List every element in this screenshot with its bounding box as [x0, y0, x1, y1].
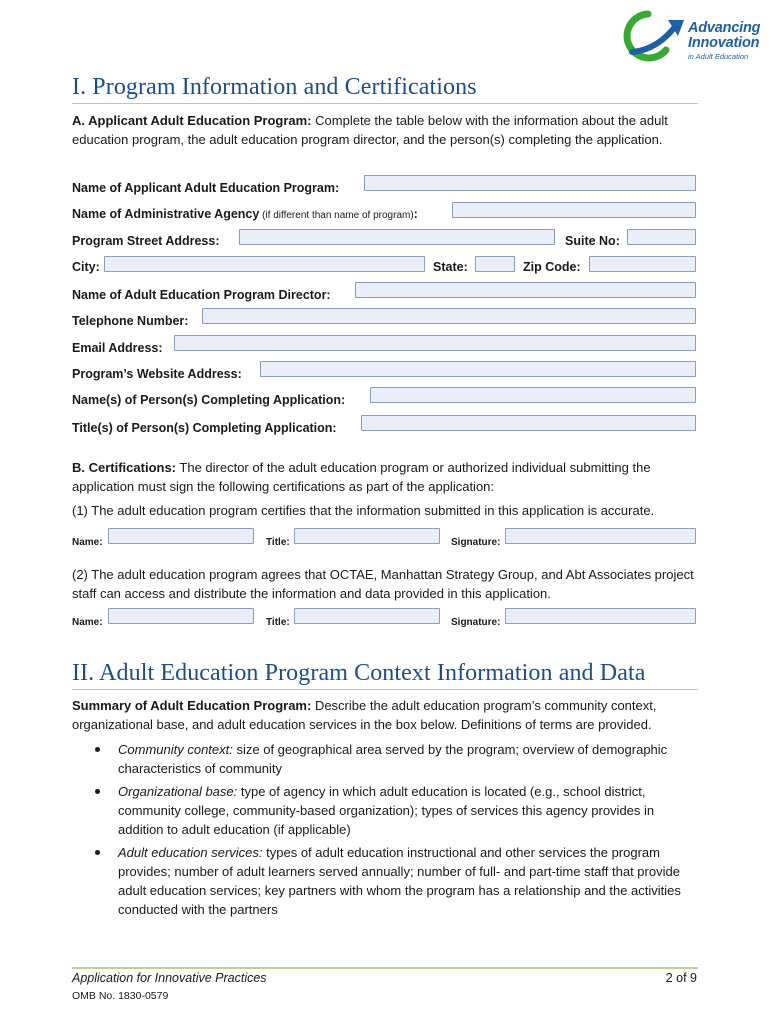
cert2-text: (2) The adult education program agrees that OCTAE, Manhattan Strategy Group, and Abt Associates project staff can access and distribute the information and data provided in this application.	[72, 567, 694, 601]
director-label: Name of Adult Education Program Director:	[72, 288, 331, 302]
email-input[interactable]	[174, 335, 696, 351]
website-label: Program’s Website Address:	[72, 367, 242, 381]
partB-lead: B. Certifications:	[72, 460, 177, 475]
section1-rule	[72, 103, 698, 104]
director-input[interactable]	[355, 282, 696, 298]
completers-label: Name(s) of Person(s) Completing Application:	[72, 393, 346, 407]
logo-swoosh-icon	[608, 6, 688, 66]
completers-input[interactable]	[370, 387, 696, 403]
list-item: Organizational base: type of agency in which adult education is located (e.g., school district, community college, community-based organization); types of services this agency provides in addition to adult education (if applicable)	[72, 782, 692, 839]
cert2-signature-input[interactable]	[505, 608, 696, 624]
suite-label: Suite No:	[565, 234, 620, 248]
partA-paragraph	[72, 111, 700, 149]
list-item: Adult education services: types of adult education instructional and other services the program provides; number of adult learners served annually; number of full- and part-time staff that provide adult education services; key partners with whom the program has a relationship and the activities conducted with the partners	[72, 843, 692, 919]
cert2-name-input[interactable]	[108, 608, 254, 624]
cert2-title-input[interactable]	[294, 608, 440, 624]
advancing-innovation-logo	[608, 6, 768, 66]
partB-paragraph	[72, 458, 700, 496]
website-input[interactable]	[260, 361, 696, 377]
summary-lead: Summary of Adult Education Program:	[72, 698, 312, 713]
list-item: Community context: size of geographical area served by the program; overview of demographic characteristics of community	[72, 740, 692, 778]
email-label: Email Address:	[72, 341, 163, 355]
titles-input[interactable]	[361, 415, 696, 431]
bullet-icon	[95, 747, 100, 752]
cert1-name-label: Name:	[72, 537, 103, 548]
street-label: Program Street Address:	[72, 234, 220, 248]
cert1-signature-input[interactable]	[505, 528, 696, 544]
partA-lead: A. Applicant Adult Education Program:	[72, 113, 312, 128]
section1-title: I. Program Information and Certifications	[72, 74, 477, 100]
bullet-icon	[95, 850, 100, 855]
suite-input[interactable]	[627, 229, 696, 245]
titles-label: Title(s) of Person(s) Completing Application:	[72, 421, 337, 435]
zip-input[interactable]	[589, 256, 696, 272]
logo-line1: Advancing	[688, 20, 761, 36]
city-input[interactable]	[104, 256, 425, 272]
phone-input[interactable]	[202, 308, 696, 324]
summary-paragraph	[72, 696, 700, 734]
section2-rule	[72, 689, 698, 690]
footer-page-number: 2 of 9	[665, 971, 697, 985]
footer-rule	[72, 967, 698, 969]
state-label: State:	[433, 260, 468, 274]
logo-line3: in Adult Education	[688, 52, 749, 61]
section2-title: II. Adult Education Program Context Information and Data	[72, 660, 646, 686]
agency-input[interactable]	[452, 202, 696, 218]
program-name-label: Name of Applicant Adult Education Program:	[72, 181, 340, 195]
cert1-title-label: Title:	[266, 537, 290, 548]
cert1-title-input[interactable]	[294, 528, 440, 544]
cert1-text: (1) The adult education program certifies that the information submitted in this application is accurate.	[72, 503, 655, 518]
partB-text: The director of the adult education program or authorized individual submitting the application must sign the following certifications as part of the application:	[72, 460, 651, 494]
street-input[interactable]	[239, 229, 555, 245]
cert1-signature-label: Signature:	[451, 537, 501, 548]
logo-line2: Innovation	[688, 35, 760, 51]
state-input[interactable]	[475, 256, 515, 272]
cert2-title-label: Title:	[266, 617, 290, 628]
footer-omb-number: OMB No. 1830-0579	[72, 990, 169, 1002]
cert2-name-label: Name:	[72, 617, 103, 628]
definitions-list	[72, 740, 692, 923]
summary-text: Describe the adult education program’s community context, organizational base, and adult education services in the box below. Definitions of terms are provided.	[72, 698, 657, 732]
cert1-name-input[interactable]	[108, 528, 254, 544]
bullet-icon	[95, 789, 100, 794]
partA-text: Complete the table below with the information about the adult education program, the adult education program director, and the person(s) completing the application.	[72, 113, 668, 147]
city-label: City:	[72, 260, 100, 274]
cert2-signature-label: Signature:	[451, 617, 501, 628]
program-name-input[interactable]	[364, 175, 696, 191]
phone-label: Telephone Number:	[72, 314, 189, 328]
footer-doc-title: Application for Innovative Practices	[72, 971, 267, 985]
zip-label: Zip Code:	[523, 260, 581, 274]
agency-label: Name of Administrative Agency (if different than name of program):	[72, 207, 418, 221]
